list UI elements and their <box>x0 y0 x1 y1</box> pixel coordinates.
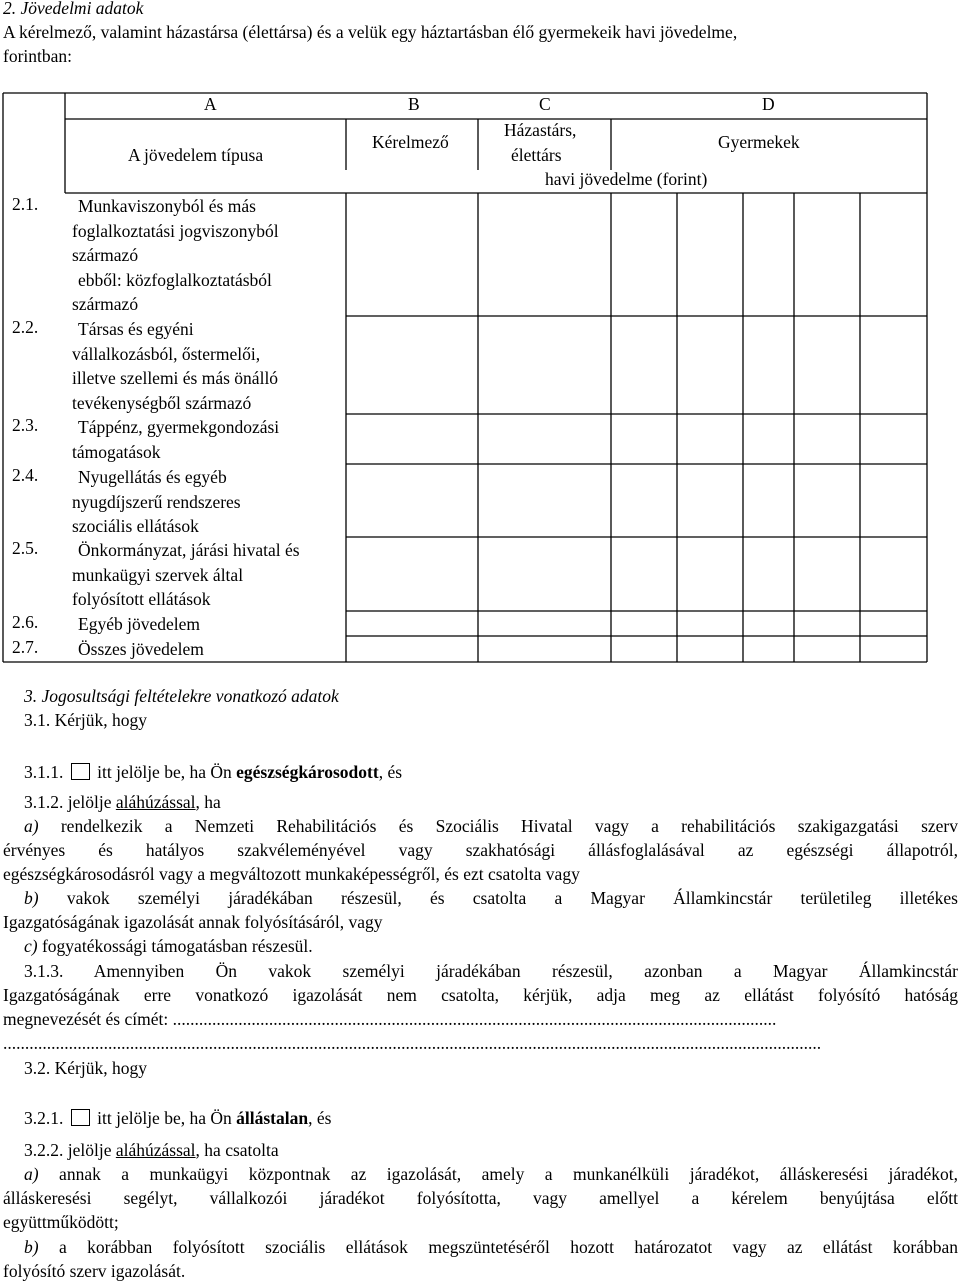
option-a-line2: érvényes és hatályos szakvéleményével vagy szakhatósági állásfoglalásával az egészségi állapotról, <box>3 840 958 860</box>
section-3-1-1-number: 3.1.1. <box>24 762 64 782</box>
section-3-1-2-underline: aláhúzással <box>115 792 196 812</box>
row-2-1-number: 2.1. <box>12 194 39 214</box>
option-b-text1: vakok személyi járadékában részesül, és csatolta a Magyar Államkincstár területileg illetékes <box>66 888 958 908</box>
option-a-label: a) <box>24 816 39 836</box>
section-3-1-1-bold: egészségkárosodott <box>236 762 379 782</box>
header-monthly-income: havi jövedelme (forint) <box>545 169 708 189</box>
option-a-line1 <box>3 816 958 837</box>
row-2-5-label <box>72 538 300 612</box>
option-b2-line2: folyósító szerv igazolását. <box>3 1261 186 1281</box>
row-2-7-label <box>78 637 204 662</box>
row-2-1-label <box>72 194 279 317</box>
section-3-1-3-line1 <box>3 961 958 982</box>
option-a2-label: a) <box>24 1164 39 1184</box>
column-letter-d: D <box>762 94 775 114</box>
section-3-1-1-text: itt jelölje be, ha Ön <box>97 762 232 782</box>
section-3-1-3-line2: Igazgatóságának erre vonatkozó igazolását nem csatolta, kérjük, adja meg az ellátást folyósító hatóság <box>3 985 958 1005</box>
row-2-1-line3: származó <box>72 245 139 265</box>
section-3-heading: 3. Jogosultsági feltételekre vonatkozó adatok <box>24 686 339 706</box>
row-2-5-line3: folyósított ellátások <box>72 589 211 609</box>
option-a2-line1 <box>3 1164 958 1185</box>
option-a2-line2: álláskeresési segélyt, vállalkozói járadékot folyósította, vagy amellyel a kérelem benyújtása előtt <box>3 1188 958 1208</box>
option-b2-line1 <box>3 1237 958 1258</box>
header-spouse-line1: Házastárs, <box>504 120 577 140</box>
row-2-5-line1: Önkormányzat, járási hivatal és <box>78 540 300 560</box>
option-a-line3: egészségkárosodásról vagy a megváltozott munkaképességről, és ezt csatolta vagy <box>3 864 580 884</box>
option-a2-line3: együttműködött; <box>3 1212 119 1232</box>
row-2-5-line2: munkaügyi szervek által <box>72 564 244 585</box>
row-2-2-line4: tevékenységből származó <box>72 392 252 413</box>
section-3-2-1-post: , és <box>308 1108 332 1128</box>
row-2-6-line1: Egyéb jövedelem <box>78 614 200 634</box>
option-b-line2: Igazgatóságának igazolását annak folyósításáról, vagy <box>3 912 383 932</box>
authority-dots-line: ........................................................................................................................................................................................... <box>3 1033 822 1053</box>
section-3-2-1-number: 3.2.1. <box>24 1108 64 1128</box>
section-3-1-2-pre: 3.1.2. jelölje <box>24 792 112 812</box>
row-2-3-line1: Táppénz, gyermekgondozási <box>78 417 280 437</box>
row-2-7-line1: Összes jövedelem <box>78 639 204 659</box>
header-income-type: A jövedelem típusa <box>128 145 264 165</box>
section-3-1-3-text1: 3.1.3. Amennyiben Ön vakok személyi járadékában részesül, azonban a Magyar Államkincstár <box>24 961 958 981</box>
section-3-2-2 <box>24 1140 279 1161</box>
section-2-intro-line1: A kérelmező, valamint házastársa (élettársa) és a velük egy háztartásban élő gyermekeik havi jövedelme, <box>3 22 738 42</box>
header-applicant: Kérelmező <box>372 132 449 152</box>
row-2-3-number: 2.3. <box>12 415 39 435</box>
row-2-6-number: 2.6. <box>12 612 39 632</box>
section-3-2-1-text: itt jelölje be, ha Ön <box>97 1108 232 1128</box>
row-2-4-line1: Nyugellátás és egyéb <box>78 467 227 487</box>
option-b2-label: b) <box>24 1237 39 1257</box>
row-2-3-label <box>72 415 279 464</box>
option-a2-text1: annak a munkaügyi központnak az igazolását, amely a munkanélküli járadékot, álláskeresési járadékot, <box>59 1164 959 1184</box>
row-2-4-line3: szociális ellátások <box>72 516 199 536</box>
section-3-1-2 <box>24 792 221 813</box>
row-2-4-label <box>72 465 241 539</box>
section-2-heading: 2. Jövedelmi adatok <box>3 0 144 18</box>
row-2-6-label <box>78 612 200 637</box>
column-letter-b: B <box>408 94 420 114</box>
section-3-1-2-post: , ha <box>195 792 221 812</box>
option-b2-text1: a korábban folyósított szociális ellátások megszüntetéséről hozott határozatot vagy az ellátást korábban <box>59 1237 959 1257</box>
section-3-2-2-post: , ha csatolta <box>195 1140 279 1160</box>
disabled-checkbox[interactable] <box>71 763 90 780</box>
section-3-1-1 <box>24 762 402 783</box>
row-2-7-number: 2.7. <box>12 637 39 657</box>
column-letter-c: C <box>539 94 551 114</box>
option-b-label: b) <box>24 888 39 908</box>
column-letter-a: A <box>204 94 217 114</box>
header-spouse-line2: élettárs <box>511 145 562 165</box>
unemployed-checkbox[interactable] <box>71 1109 90 1126</box>
option-c-label: c) <box>24 936 38 956</box>
row-2-2-label <box>72 317 278 415</box>
row-2-4-number: 2.4. <box>12 465 39 485</box>
row-2-2-line2: vállalkozásból, őstermelői, <box>72 343 261 364</box>
row-2-2-line3: illetve szellemi és más önálló <box>72 368 279 388</box>
row-2-2-line1: Társas és egyéni <box>78 319 194 339</box>
section-3-2-1 <box>24 1108 331 1129</box>
section-3-1-3-line3: megnevezését és címét: .......................................................................................................................................... <box>3 1009 777 1029</box>
row-2-1-line2: foglalkoztatási jogviszonyból <box>72 220 279 241</box>
option-b-line1 <box>3 888 958 909</box>
row-2-1-sub-line2: származó <box>72 294 139 314</box>
section-3-2-title: 3.2. Kérjük, hogy <box>24 1058 147 1078</box>
option-c-text: fogyatékossági támogatásban részesül. <box>41 936 313 956</box>
section-3-2-1-bold: állástalan <box>236 1108 309 1128</box>
option-a-text1: rendelkezik a Nemzeti Rehabilitációs és Szociális Hivatal vagy a rehabilitációs szakigazgatási szerv <box>60 816 958 836</box>
header-children: Gyermekek <box>718 132 800 152</box>
row-2-1-line1: Munkaviszonyból és más <box>78 196 256 216</box>
row-2-4-line2: nyugdíjszerű rendszeres <box>72 491 241 512</box>
row-2-3-line2: támogatások <box>72 441 161 462</box>
section-3-2-2-pre: 3.2.2. jelölje <box>24 1140 112 1160</box>
section-3-1-title: 3.1. Kérjük, hogy <box>24 710 147 730</box>
section-2-intro-line2: forintban: <box>3 46 73 66</box>
row-2-5-number: 2.5. <box>12 538 39 558</box>
section-3-2-2-underline: aláhúzással <box>115 1140 196 1160</box>
section-3-1-1-post: , és <box>378 762 403 782</box>
row-2-2-number: 2.2. <box>12 317 39 337</box>
row-2-1-sub-line1: ebből: közfoglalkoztatásból <box>78 269 272 290</box>
option-c-line <box>24 936 313 957</box>
